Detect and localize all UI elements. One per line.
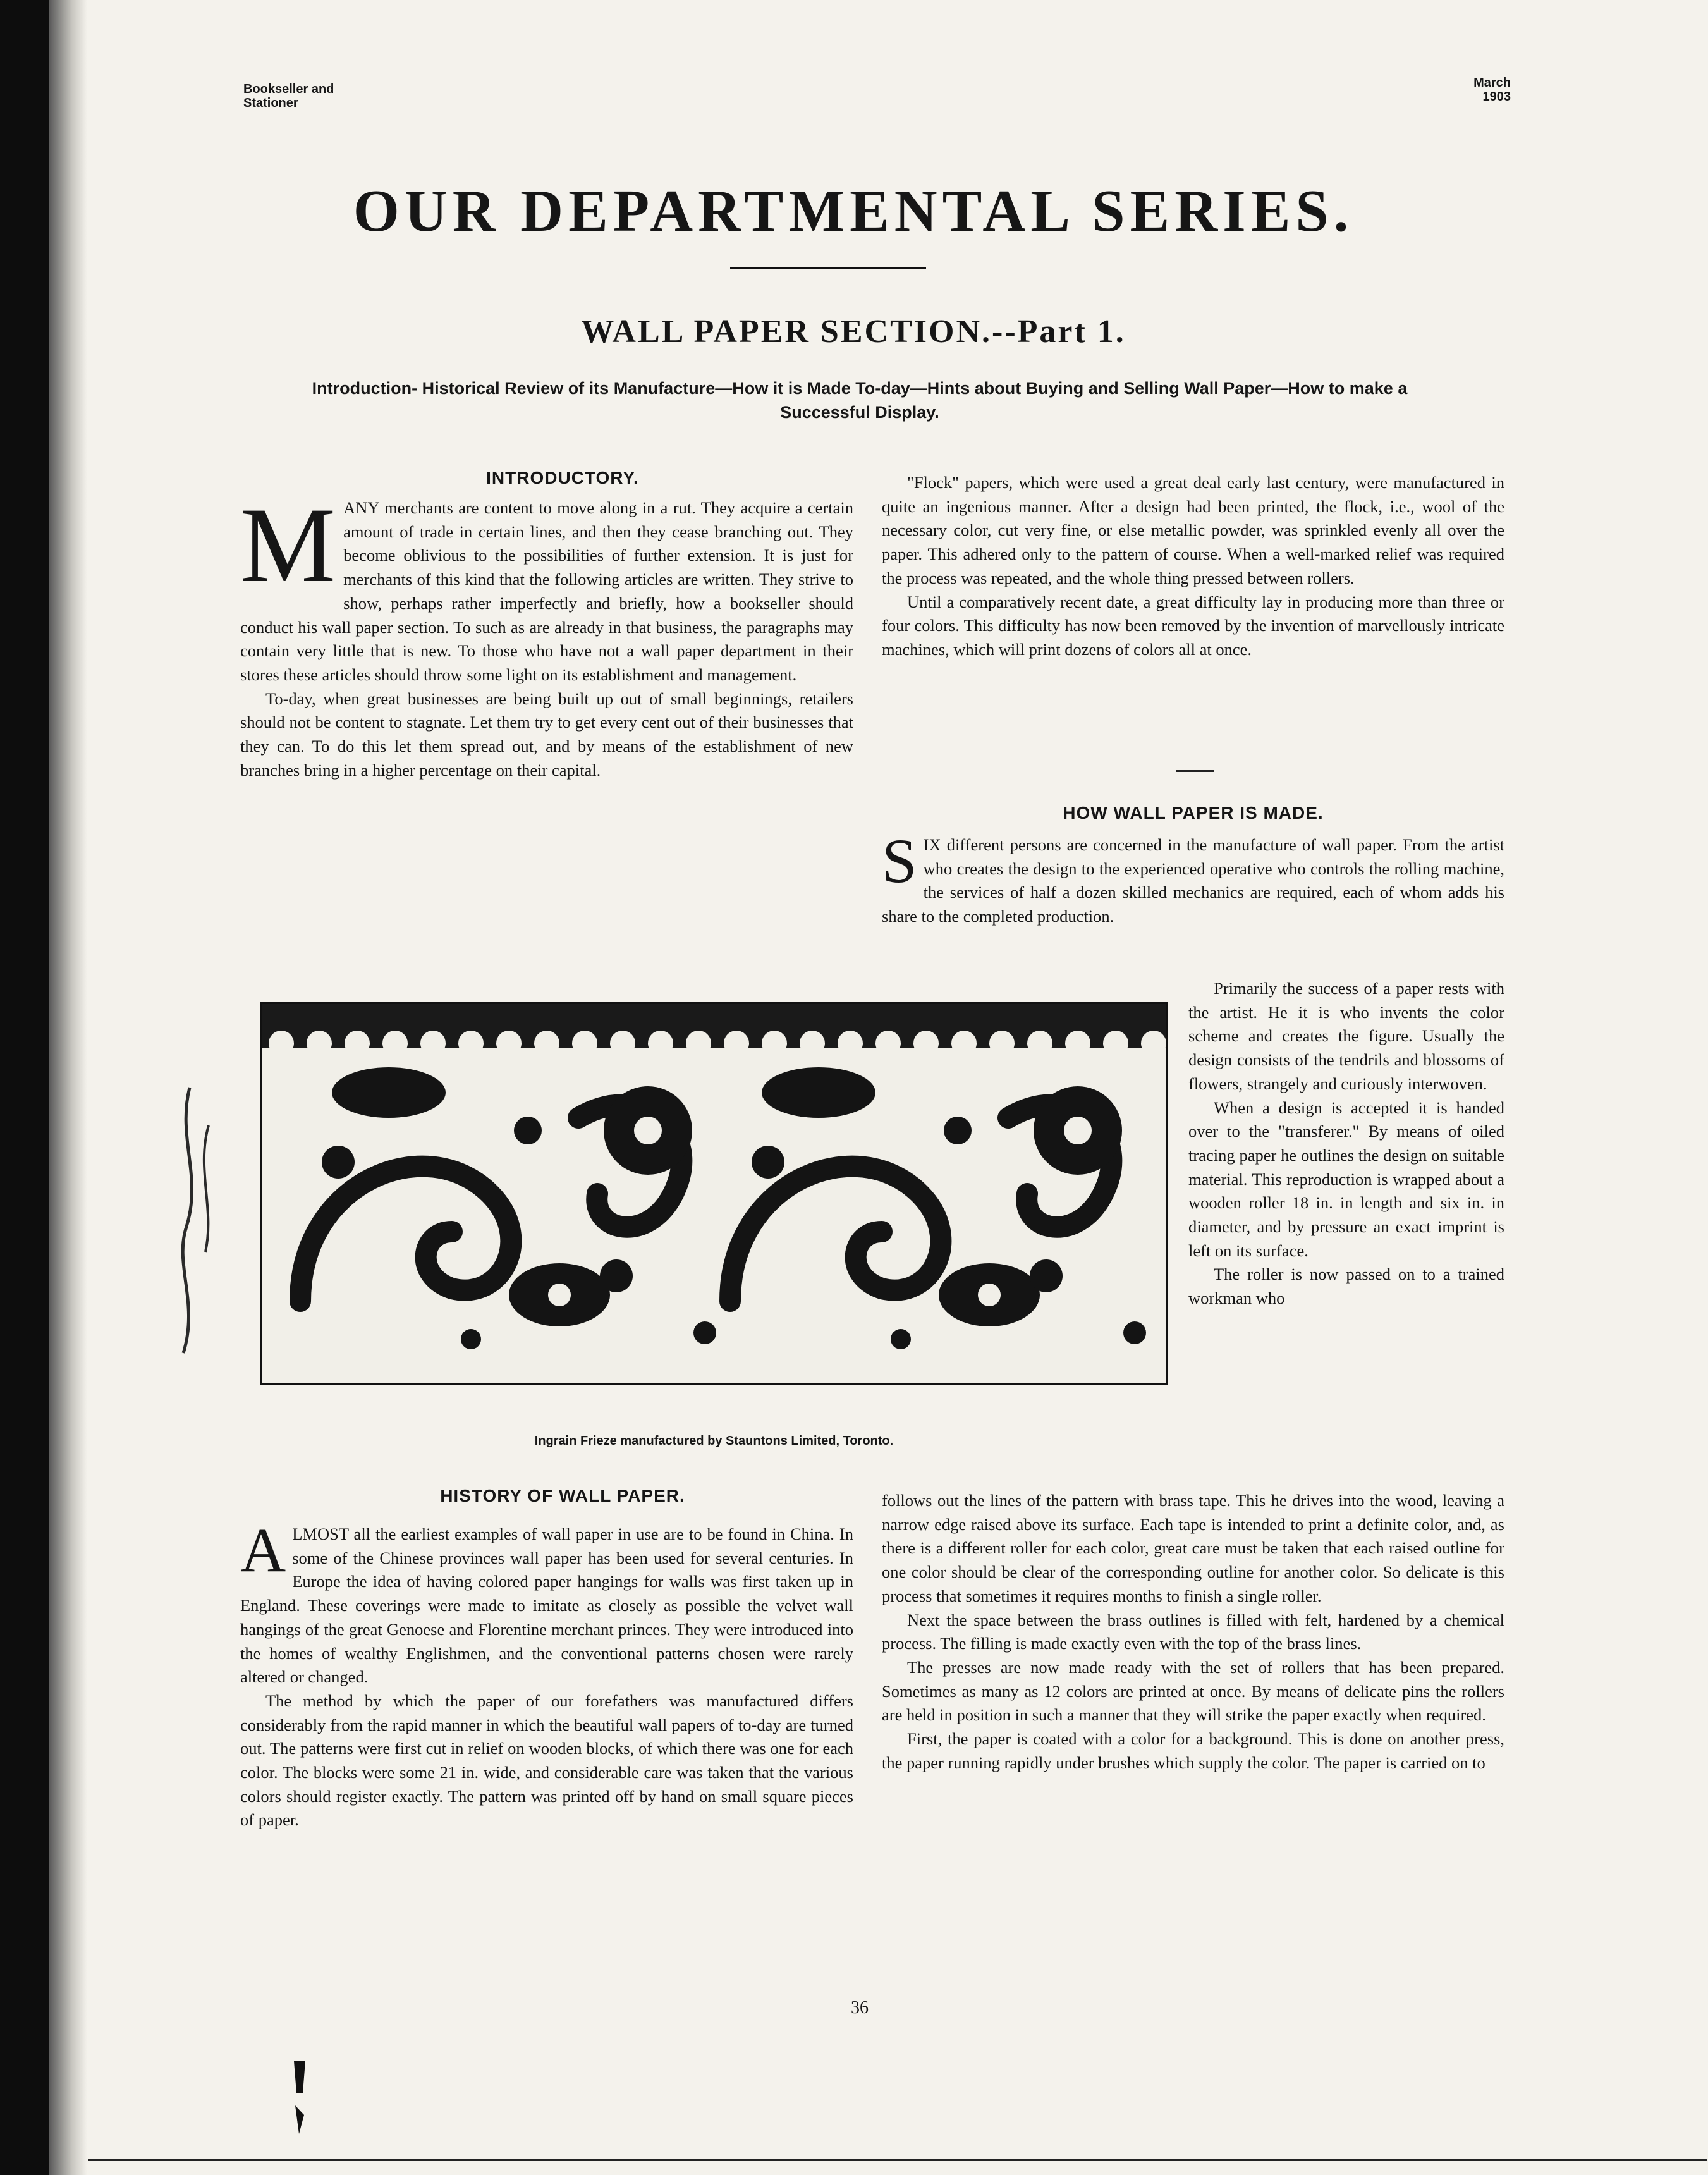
how-made-narrow1: Primarily the success of a paper rests with the artist. He it is who invents the color scheme and creates the figure. Usually the design consists of the tendrils and blossoms of flowers, strangely and curiously interwoven. xyxy=(1188,979,1504,1093)
how-made-narrow2: When a design is accepted it is handed over to the "transferer." By means of oiled tracing paper he outlines the design on suitable material. This reproduction is wrapped about a wooden roller 18 in. in length and six in. in diameter, and by pressure an exact imprint is left on its surface. xyxy=(1188,1098,1504,1260)
how-made-heading: HOW WALL PAPER IS MADE. xyxy=(1063,803,1324,823)
page-title: OUR DEPARTMENTAL SERIES. xyxy=(353,178,1354,244)
how-made-para-cont: follows out the lines of the pattern with brass tape. This he drives into the wood, leaving a narrow edge raised above its surface. Each tape is intended to print a definite color, and, as there is a different roller for each color, great care must be taken that each raised outline for one color should be clear of the corresponding outline for another color. So delicate is this process that sometimes it requires months to finish a single roller. xyxy=(882,1491,1504,1605)
article-summary: Introduction- Historical Review of its Manufacture—How it is Made To-day—Hints about Buying and Selling Wall Paper—How to make a Successful Display. xyxy=(312,379,1408,422)
frieze-artwork xyxy=(262,1004,1166,1383)
how-made-para-next: Next the space between the brass outlines is filled with felt, hardened by a chemical process. The filling is made exactly even with the top of the brass lines. xyxy=(882,1610,1504,1653)
header-left xyxy=(243,82,334,110)
title-divider xyxy=(730,267,926,269)
frieze-illustration xyxy=(260,1002,1168,1385)
handwritten-margin-note xyxy=(152,1075,228,1378)
how-made-dropcap: S xyxy=(882,826,917,896)
introductory-para2: To-day, when great businesses are being built up out of small beginnings, retailers should not be content to stagnate. Let them try to get every cent out of their businesses that they can. To do this let them spread out, and by means of the establishment of new branches bring in a higher percentage on their capital. xyxy=(240,689,853,780)
header-right-line2: 1903 xyxy=(1482,90,1511,104)
scan-left-edge xyxy=(0,0,49,2175)
flock-text xyxy=(882,471,1504,662)
introductory-text xyxy=(240,486,853,782)
how-made-continued xyxy=(882,1489,1504,1775)
how-made-para1: IX different persons are concerned in the manufacture of wall paper. From the artist who creates the design to the experienced operative who controls the rolling machine, the services of half a dozen skilled mechanics are required, each of whom adds his share to the completed production. xyxy=(882,835,1504,926)
how-made-text xyxy=(882,826,1504,929)
history-para2: The method by which the paper of our forefathers was manufactured differs considerably from the rapid manner in which the beautiful wall papers of to-day are turned out. The patterns were first cut in relief on wooden blocks, of which there was one for each color. The blocks were some 21 in. wide, and considerable care was taken that the various colors should register exactly. The pattern was printed off by hand on small square pieces of paper. xyxy=(240,1691,853,1830)
history-para1: LMOST all the earliest examples of wall paper in use are to be found in China. In some of the Chinese provinces wall paper has been used for several centuries. In Europe the idea of having colored paper hangings for walls was first taken up in England. These coverings were made to imitate as closely as possible the velvet wall hangings of the great Genoese and Florentine merchant princes. They were introduced into the homes of wealthy Englishmen, and the conventional patterns chosen were rarely altered or changed. xyxy=(240,1524,853,1687)
scan-bottom-edge xyxy=(88,2159,1707,2161)
how-made-para-presses: The presses are now made ready with the set of rollers that has been prepared. Sometimes as many as 12 colors are printed at once. By means of delicate pins the rollers are held in position in such a manner that they will strike the paper exactly when required. xyxy=(882,1657,1504,1725)
page-number: 36 xyxy=(851,1998,869,2018)
frieze-caption: Ingrain Frieze manufactured by Stauntons Limited, Toronto. xyxy=(534,1434,894,1448)
header-right xyxy=(1410,76,1511,104)
how-made-narrow xyxy=(1188,977,1504,1311)
history-dropcap: A xyxy=(240,1515,286,1585)
flock-para2: Until a comparatively recent date, a great difficulty lay in producing more than three or four colors. This difficulty has now been removed by the invention of marvellously intricate machines, which will print dozens of colors all at once. xyxy=(882,592,1504,659)
history-heading: HISTORY OF WALL PAPER. xyxy=(440,1486,685,1505)
how-made-para-first: First, the paper is coated with a color for a background. This is done on another press, the paper running rapidly under brushes which supply the color. The paper is carried on to xyxy=(882,1729,1504,1772)
column-divider xyxy=(1176,770,1214,772)
margin-blot xyxy=(281,2055,319,2137)
header-left-line1: Bookseller and xyxy=(243,82,334,96)
flock-para1: "Flock" papers, which were used a great deal early last century, were manufactured in quite an ingenious manner. After a design had been printed, the flock, i.e., wool of the necessary color, cut very fine, or else metallic powder, was sprinkled evenly all over the paper. This adhered only to the pattern of course. When a well-marked relief was required the process was repeated, and the whole thing pressed between rollers. xyxy=(882,473,1504,587)
scan-shadow xyxy=(49,0,87,2175)
introductory-para1: ANY merchants are content to move along in a rut. They acquire a certain amount of trade in certain lines, and then they cease branching out. They become oblivious to the possibilities of further extension. It is just for merchants of this kind that the following articles are written. They strive to show, perhaps rather imperfectly and briefly, how a bookseller should conduct his wall paper section. To such as are already in that business, the paragraphs may contain very little that is new. To those who have not a wall paper department in their stores these articles should throw some light on its establishment and management. xyxy=(240,498,853,684)
introductory-heading: INTRODUCTORY. xyxy=(486,468,639,487)
how-made-narrow3: The roller is now passed on to a trained workman who xyxy=(1188,1265,1504,1308)
header-left-line2: Stationer xyxy=(243,96,298,110)
history-text xyxy=(240,1515,853,1832)
header-right-line1: March xyxy=(1473,76,1511,90)
section-subtitle: WALL PAPER SECTION.--Part 1. xyxy=(581,314,1126,350)
introductory-dropcap: M xyxy=(240,486,336,604)
